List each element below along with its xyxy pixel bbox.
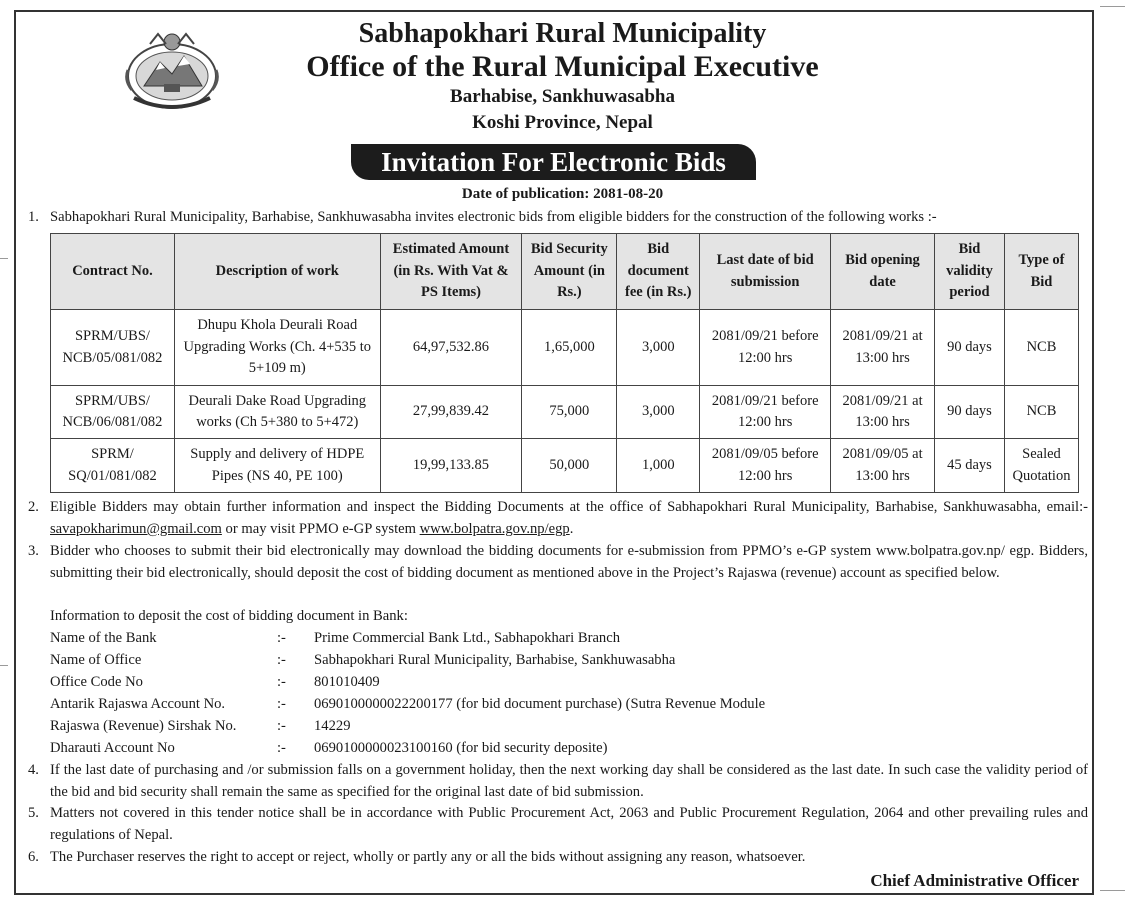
bank-detail-row bbox=[50, 693, 1080, 715]
cell-description: Deurali Dake Road Upgrading works (Ch 5+380 to 5+472) bbox=[174, 386, 380, 439]
scan-edge-line bbox=[0, 258, 8, 259]
publication-date: Date of publication: 2081-08-20 bbox=[461, 186, 664, 202]
header-bid-security: Bid Security Amount (in Rs.) bbox=[522, 234, 617, 310]
clause-2 bbox=[28, 496, 1088, 540]
bank-detail-separator: :- bbox=[277, 696, 286, 712]
clause-3 bbox=[28, 540, 1088, 584]
table-header-row bbox=[51, 234, 1079, 310]
email-link[interactable]: savapokharimun@gmail.com bbox=[50, 521, 222, 537]
header-last-date: Last date of bid submission bbox=[700, 234, 831, 310]
table-row bbox=[51, 310, 1079, 386]
clause-1 bbox=[28, 206, 1088, 228]
cell-contract-no: SPRM/ SQ/01/081/082 bbox=[51, 439, 175, 493]
clause-number: 2. bbox=[28, 499, 39, 515]
office-name: Office of the Rural Municipal Executive bbox=[306, 50, 819, 83]
bank-detail-key: Rajaswa (Revenue) Sirshak No. bbox=[50, 718, 237, 734]
clause-number: 5. bbox=[28, 805, 39, 821]
clause-text: The Purchaser reserves the right to accept or reject, wholly or partly any or all the bids without assigning any reason, whatsoever. bbox=[50, 849, 806, 865]
clause-text: Sabhapokhari Rural Municipality, Barhabise, Sankhuwasabha invites electronic bids from eligible bidders for the construction of the following works :- bbox=[50, 209, 937, 225]
clause-text-part: Eligible Bidders may obtain further information and inspect the Bidding Documents at the office of Sabhapokhari Rural Municipality, Barhabise, Sankhuwasabha, email:- bbox=[50, 499, 1088, 515]
egp-website-link[interactable]: www.bolpatra.gov.np/egp bbox=[419, 521, 570, 537]
scan-edge-line bbox=[1100, 6, 1125, 7]
clause-text-part: or may visit PPMO e-GP system bbox=[221, 521, 420, 537]
cell-last-date: 2081/09/21 before 12:00 hrs bbox=[700, 386, 831, 439]
clause-text-part: . bbox=[569, 521, 574, 537]
cell-contract-no: SPRM/UBS/ NCB/06/081/082 bbox=[51, 386, 175, 439]
bank-detail-value: 14229 bbox=[314, 718, 351, 734]
cell-bid-type: NCB bbox=[1004, 386, 1078, 439]
cell-estimated-amount: 27,99,839.42 bbox=[380, 386, 522, 439]
header-validity: Bid validity period bbox=[935, 234, 1005, 310]
clause-6 bbox=[28, 846, 1088, 868]
scan-edge-line bbox=[0, 665, 8, 666]
header-opening-date: Bid opening date bbox=[831, 234, 935, 310]
header-contract-no: Contract No. bbox=[51, 234, 175, 310]
clause-number: 1. bbox=[28, 209, 39, 225]
bank-detail-key: Name of Office bbox=[50, 652, 142, 668]
bank-detail-key: Name of the Bank bbox=[50, 630, 157, 646]
clause-text: If the last date of purchasing and /or submission falls on a government holiday, then the next working day shall be considered as the last date. In such case the validity period of the bid and bid security shall remain the same as specified for the original last date of bid submission. bbox=[50, 762, 1088, 800]
bank-detail-separator: :- bbox=[277, 630, 286, 646]
clause-number: 6. bbox=[28, 849, 39, 865]
bank-detail-separator: :- bbox=[277, 652, 286, 668]
bank-detail-key: Antarik Rajaswa Account No. bbox=[50, 696, 226, 712]
cell-validity: 90 days bbox=[935, 310, 1005, 386]
bank-detail-value: Sabhapokhari Rural Municipality, Barhabise, Sankhuwasabha bbox=[314, 652, 676, 668]
cell-validity: 90 days bbox=[935, 386, 1005, 439]
clause-text: Bidder who chooses to submit their bid electronically may download the bidding documents for e-submission from PPMO’s e-GP system www.bolpatra.gov.np/ egp. Bidders, submitting their bid electronically, should deposit the cost of bidding document as mentioned above in the Project’s Rajaswa (revenue) account as specified below. bbox=[50, 543, 1088, 581]
bank-detail-row bbox=[50, 649, 1080, 671]
bank-detail-row bbox=[50, 715, 1080, 737]
cell-description: Supply and delivery of HDPE Pipes (NS 40, PE 100) bbox=[174, 439, 380, 493]
bank-details bbox=[50, 605, 1080, 759]
cell-estimated-amount: 64,97,532.86 bbox=[380, 310, 522, 386]
cell-opening-date: 2081/09/05 at 13:00 hrs bbox=[831, 439, 935, 493]
bank-detail-separator: :- bbox=[277, 718, 286, 734]
cell-estimated-amount: 19,99,133.85 bbox=[380, 439, 522, 493]
clause-5 bbox=[28, 802, 1088, 846]
bank-detail-value: 801010409 bbox=[314, 674, 380, 690]
table-row bbox=[51, 439, 1079, 493]
municipality-name: Sabhapokhari Rural Municipality bbox=[358, 18, 767, 49]
cell-document-fee: 3,000 bbox=[617, 386, 700, 439]
clause-text bbox=[50, 496, 1088, 540]
cell-bid-security: 50,000 bbox=[522, 439, 617, 493]
clause-number: 3. bbox=[28, 543, 39, 559]
cell-last-date: 2081/09/21 before 12:00 hrs bbox=[700, 310, 831, 386]
bank-detail-value: Prime Commercial Bank Ltd., Sabhapokhari Branch bbox=[314, 630, 620, 646]
cell-bid-type: Sealed Quotation bbox=[1004, 439, 1078, 493]
bank-detail-row bbox=[50, 737, 1080, 759]
cell-document-fee: 3,000 bbox=[617, 310, 700, 386]
bank-detail-separator: :- bbox=[277, 674, 286, 690]
bank-details-intro: Information to deposit the cost of bidding document in Bank: bbox=[50, 608, 408, 624]
clause-4 bbox=[28, 759, 1088, 803]
cell-bid-type: NCB bbox=[1004, 310, 1078, 386]
cell-description: Dhupu Khola Deurali Road Upgrading Works (Ch. 4+535 to 5+109 m) bbox=[174, 310, 380, 386]
header-document-fee: Bid document fee (in Rs.) bbox=[617, 234, 700, 310]
header-description: Description of work bbox=[174, 234, 380, 310]
bank-detail-value: 0690100000023100160 (for bid security deposite) bbox=[314, 740, 608, 756]
bank-detail-row bbox=[50, 671, 1080, 693]
bank-detail-key: Office Code No bbox=[50, 674, 143, 690]
cell-opening-date: 2081/09/21 at 13:00 hrs bbox=[831, 310, 935, 386]
cell-opening-date: 2081/09/21 at 13:00 hrs bbox=[831, 386, 935, 439]
clause-number: 4. bbox=[28, 762, 39, 778]
bank-detail-value: 0690100000022200177 (for bid document purchase) (Sutra Revenue Module bbox=[314, 696, 766, 712]
bank-detail-row bbox=[50, 627, 1080, 649]
cell-last-date: 2081/09/05 before 12:00 hrs bbox=[700, 439, 831, 493]
office-address: Barhabise, Sankhuwasabha bbox=[450, 86, 675, 107]
province-country: Koshi Province, Nepal bbox=[472, 112, 653, 133]
cell-validity: 45 days bbox=[935, 439, 1005, 493]
bid-table bbox=[50, 233, 1079, 493]
table-row bbox=[51, 386, 1079, 439]
cell-contract-no: SPRM/UBS/ NCB/05/081/082 bbox=[51, 310, 175, 386]
signatory-title: Chief Administrative Officer bbox=[870, 871, 1079, 890]
bank-detail-separator: :- bbox=[277, 740, 286, 756]
cell-document-fee: 1,000 bbox=[617, 439, 700, 493]
scan-edge-line bbox=[1100, 890, 1125, 891]
header-estimated-amount: Estimated Amount (in Rs. With Vat & PS Items) bbox=[380, 234, 522, 310]
bank-detail-key: Dharauti Account No bbox=[50, 740, 175, 756]
header-bid-type: Type of Bid bbox=[1004, 234, 1078, 310]
cell-bid-security: 1,65,000 bbox=[522, 310, 617, 386]
clause-text: Matters not covered in this tender notice shall be in accordance with Public Procurement Act, 2063 and Public Procurement Regulation, 2064 and other prevailing rules and regulations of Nepal. bbox=[50, 805, 1088, 843]
notice-title-banner: Invitation For Electronic Bids bbox=[351, 144, 756, 180]
cell-bid-security: 75,000 bbox=[522, 386, 617, 439]
